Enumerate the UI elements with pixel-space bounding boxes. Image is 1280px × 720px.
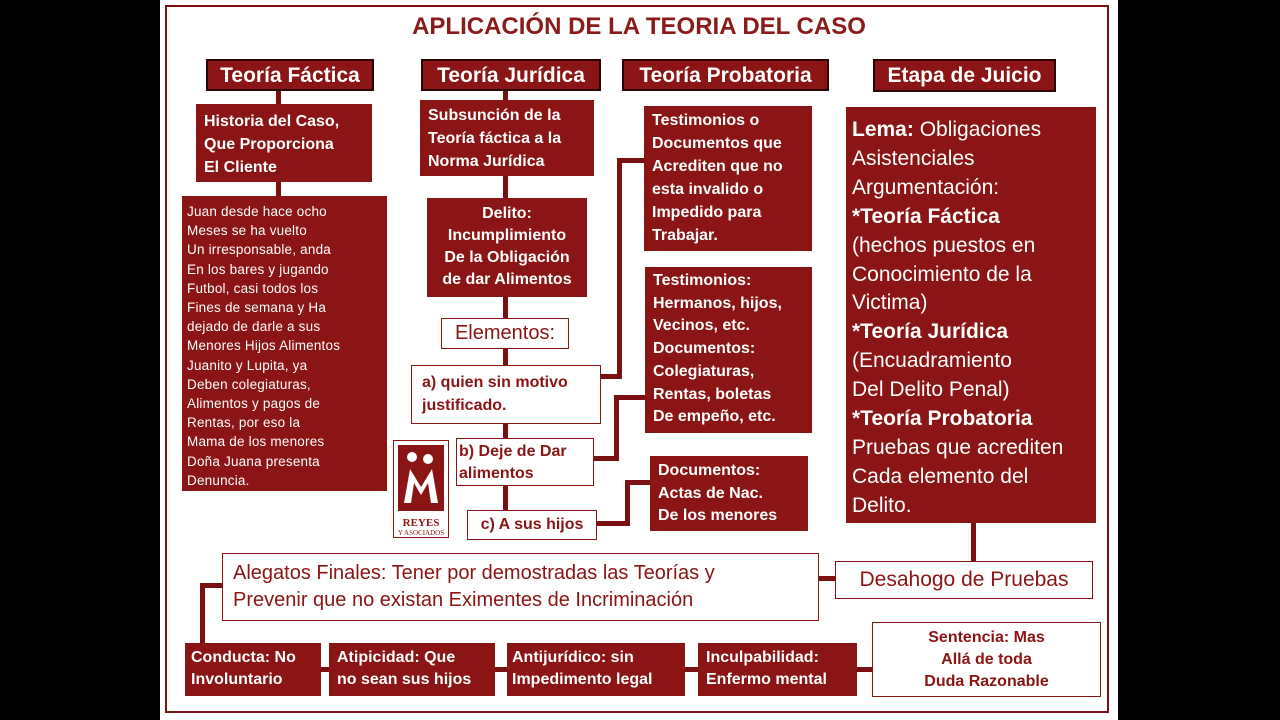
teoria-factica-label: *Teoría Fáctica <box>852 204 1000 228</box>
connector <box>684 667 699 672</box>
connector <box>596 521 628 526</box>
desahogo-pruebas-box: Desahogo de Pruebas <box>835 561 1093 599</box>
header-teoria-factica: Teoría Fáctica <box>206 59 374 91</box>
teoria-juridica-label: *Teoría Jurídica <box>852 320 1009 344</box>
connector <box>503 175 508 200</box>
eximente-inculpabilidad-box: Inculpabilidad: Enfermo mental <box>698 643 857 696</box>
relato-del-caso-box: Juan desde hace ocho Meses se ha vuelto Un irresponsable, anda En los bares y jugando Futbol, casi todos los Fines de semana y Ha dejado de darle a sus Menores Hijos Alimentos Juanito y Lupita, ya Deben colegiaturas, Alimentos y pagos de Rentas, por eso la Mama de los menores Doña Juana presenta Denuncia. <box>182 196 387 491</box>
teoria-factica-text: (hechos puestos en Conocimiento de la Victima) <box>852 233 1036 315</box>
prueba-invalidez-box: Testimonios o Documentos que Acrediten que no esta invalido o Impedido para Trabajar. <box>644 106 812 251</box>
header-teoria-probatoria: Teoría Probatoria <box>622 59 829 91</box>
elementos-label: Elementos: <box>441 318 569 349</box>
eximente-atipicidad-box: Atipicidad: Que no sean sus hijos <box>329 643 495 696</box>
connector <box>503 484 508 512</box>
elemento-c-box: c) A sus hijos <box>467 510 597 540</box>
logo-subtitle: Y ASOCIADOS <box>397 529 445 537</box>
reyes-asociados-logo <box>393 440 449 538</box>
connector <box>503 348 508 366</box>
logo-name: REYES <box>402 517 440 529</box>
teoria-probatoria-text: Pruebas que acrediten Cada elemento del Delito. <box>852 435 1064 517</box>
connector <box>503 296 508 318</box>
diagram-title: APLICACIÓN DE LA TEORIA DEL CASO <box>412 13 866 40</box>
lema-label: Lema: <box>852 118 914 141</box>
elemento-b-box: b) Deje de Dar alimentos <box>456 438 594 486</box>
elemento-a-box: a) quien sin motivo justificado. <box>411 365 601 424</box>
connector <box>494 667 508 672</box>
connector <box>617 158 622 379</box>
prueba-testimonios-box: Testimonios: Hermanos, hijos, Vecinos, etc. Documentos: Colegiaturas, Rentas, boletas De empeño, etc. <box>645 267 812 433</box>
teoria-probatoria-label: *Teoría Probatoria <box>852 407 1033 431</box>
connector <box>625 480 650 485</box>
delito-box: Delito: Incumplimiento De la Obligación de dar Alimentos <box>427 198 587 297</box>
logo-figures-icon <box>394 441 448 513</box>
eximente-conducta-box: Conducta: No Involuntario <box>185 643 321 696</box>
subsuncion-box: Subsunción de la Teoría fáctica a la Norma Jurídica <box>420 100 594 176</box>
etapa-juicio-box <box>846 107 1096 523</box>
header-etapa-juicio: Etapa de Juicio <box>873 59 1056 92</box>
eximente-antijuridico-box: Antijurídico: sin Impedimento legal <box>507 643 685 696</box>
teoria-juridica-text: (Encuadramiento Del Delito Penal) <box>852 349 1012 402</box>
connector <box>200 583 205 643</box>
prueba-actas-box: Documentos: Actas de Nac. De los menores <box>650 456 808 531</box>
lema-text: Obligaciones Asistenciales Argumentación: <box>852 118 1042 199</box>
alegatos-finales-box: Alegatos Finales: Tener por demostradas las Teorías y Prevenir que no existan Eximentes de Incriminación <box>222 553 819 621</box>
connector <box>971 522 976 562</box>
historia-del-caso-box: Historia del Caso, Que Proporciona El Cliente <box>196 104 372 182</box>
connector <box>617 158 645 163</box>
header-teoria-juridica: Teoría Jurídica <box>421 59 601 91</box>
connector <box>614 395 619 461</box>
connector <box>856 667 873 672</box>
connector <box>625 480 630 526</box>
connector <box>614 395 647 400</box>
sentencia-box: Sentencia: Mas Allá de toda Duda Razonable <box>872 622 1101 697</box>
connector <box>818 576 836 581</box>
